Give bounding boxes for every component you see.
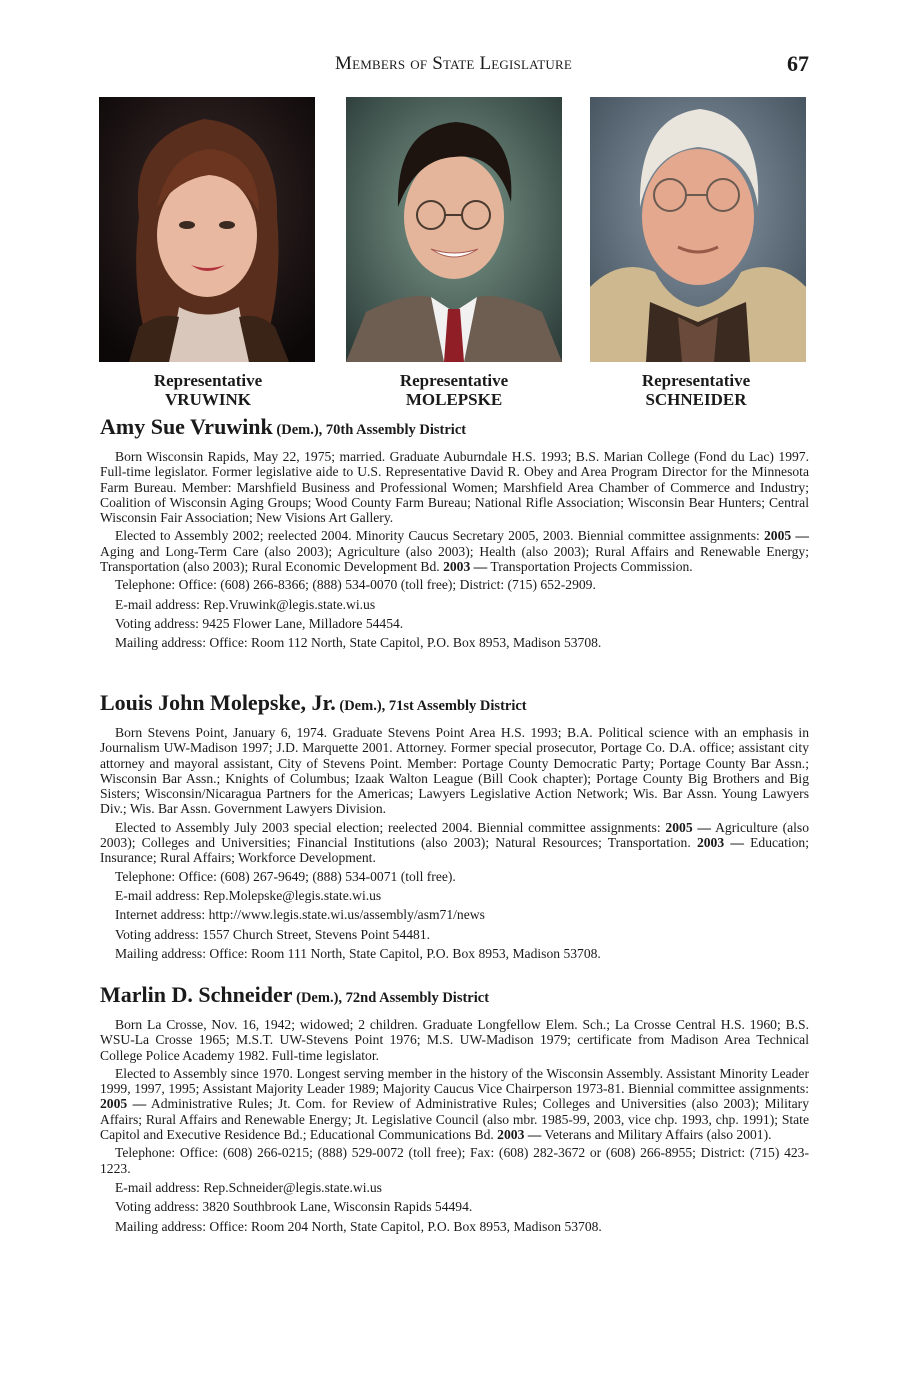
mailing-address-line: Mailing address: Office: Room 111 North, State Capitol, P.O. Box 8953, Madison 53708.	[115, 945, 601, 961]
caption-vruwink	[100, 371, 316, 409]
portrait-vruwink	[99, 97, 315, 362]
voting-address-line: Voting address: 9425 Flower Lane, Milladore 54454.	[115, 615, 404, 631]
born-paragraph: Born Stevens Point, January 6, 1974. Graduate Stevens Point Area H.S. 1993; B.A. Political science with an emphasis in Journalism UW-Madison 1997; J.D. Marquette 2001. Attorney. Former special prosecutor, Portage Co. D.A. office; assistant city attorney and mayoral assistant, City of Stevens Point. Member: Portage County Democratic Party; Portage County Bar Assn.; Wisconsin Bar Assn.; Knights of Columbus; Izaak Walton League (Bill Cook chapter); Portage County Big Brothers and Big Sisters; Wisconsin/Nicaragua Partners for the Americas; Lawyers Legislative Action Network; Wis. Bar Assn. Young Lawyers Div.; Wis. Bar Assn. Government Lawyers Division.	[100, 725, 809, 817]
member-district: (Dem.), 72nd Assembly District	[292, 990, 490, 1006]
born-paragraph: Born La Crosse, Nov. 16, 1942; widowed; 2 children. Graduate Longfellow Elem. Sch.; La Crosse Central H.S. 1960; B.S. WSU-La Crosse 1965; M.S.T. UW-Stevens Point 1976; M.S. UW-Madison 1979; certificate from Madison Area Technical College Police Academy 1982. Full-time legislator.	[100, 1017, 809, 1063]
running-header-title: Members of State Legislature	[335, 53, 572, 74]
member-name: Marlin D. Schneider	[100, 982, 293, 1007]
bio-vruwink	[100, 414, 809, 655]
bio-schneider	[100, 982, 809, 1238]
caption-title: Representative	[641, 371, 751, 390]
mailing-address-line: Mailing address: Office: Room 204 North, State Capitol, P.O. Box 8953, Madison 53708.	[115, 1218, 602, 1234]
member-name: Amy Sue Vruwink	[100, 414, 273, 439]
email-line: E-mail address: Rep.Vruwink@legis.state.wi.us	[115, 596, 376, 612]
mailing-address-line: Mailing address: Office: Room 112 North, State Capitol, P.O. Box 8953, Madison 53708.	[115, 635, 602, 651]
caption-surname: SCHNEIDER	[645, 390, 747, 409]
page-number: 67	[787, 51, 809, 76]
elected-paragraph: Elected to Assembly since 1970. Longest serving member in the history of the Wisconsin Assembly. Assistant Minority Leader 1999, 1997, 1995; Assistant Majority Leader 1989; Majority Caucus Vice Chairperson 1973-81. Biennial committee assignments: 2005 — Administrative Rules; Jt. Com. for Review of Administrative Rules; Colleges and Universities (also 2003); Military Affairs; Rural Affairs and Renewable Energy; Jt. Legislative Council (also mbr. 1985-99, 2003, vice chp. 1993, chp. 1991); State Capitol and Executive Residence Bd.; Educational Communications Bd. 2003 — Veterans and Military Affairs (also 2001).	[100, 1065, 809, 1143]
caption-title: Representative	[153, 371, 263, 390]
email-line: E-mail address: Rep.Schneider@legis.state.wi.us	[115, 1179, 382, 1195]
bio-heading	[100, 414, 809, 443]
caption-title: Representative	[399, 371, 509, 390]
caption-molepske	[346, 371, 562, 409]
caption-surname: MOLEPSKE	[405, 390, 503, 409]
voting-address-line: Voting address: 3820 Southbrook Lane, Wisconsin Rapids 54494.	[115, 1199, 473, 1215]
elected-paragraph: Elected to Assembly July 2003 special election; reelected 2004. Biennial committee assignments: 2005 — Agriculture (also 2003); Colleges and Universities; Financial Institutions (also 2003); Natural Resources; Transportation. 2003 — Education; Insurance; Rural Affairs; Workforce Development.	[100, 819, 809, 866]
telephone-line: Telephone: Office: (608) 267-9649; (888) 534-0071 (toll free).	[115, 868, 456, 884]
bio-heading	[100, 690, 809, 719]
elected-paragraph: Elected to Assembly 2002; reelected 2004. Minority Caucus Secretary 2005, 2003. Biennial committee assignments: 2005 — Aging and Long-Term Care (also 2003); Agriculture (also 2003); Health (also 2003); Rural Affairs and Renewable Energy; Transportation (also 2003); Rural Economic Development Bd. 2003 — Transportation Projects Commission.	[100, 528, 809, 575]
member-district: (Dem.), 70th Assembly District	[272, 422, 467, 438]
telephone-line: Telephone: Office: (608) 266-8366; (888) 534-0070 (toll free); District: (715) 652-2909.	[115, 577, 596, 593]
caption-surname: VRUWINK	[165, 390, 251, 409]
born-paragraph: Born Wisconsin Rapids, May 22, 1975; married. Graduate Auburndale H.S. 1993; B.S. Marian College (Fond du Lac) 1997. Full-time legislator. Former legislative aide to U.S. Representative David R. Obey and Area Program Director for the Minnesota Farm Bureau. Member: Marshfield Business and Professional Women; Marshfield Area Chamber of Commerce and Industry; Coalition of Wisconsin Aging Groups; Wood County Farm Bureau; National Rifle Association; Wisconsin Bear Hunters; Central Wisconsin Fair Association; New Visions Art Gallery.	[100, 449, 809, 526]
member-district: (Dem.), 71st Assembly District	[335, 698, 527, 714]
internet-address-line: Internet address: http://www.legis.state.wi.us/assembly/asm71/news	[115, 907, 485, 923]
telephone-line: Telephone: Office: (608) 266-0215; (888) 529-0072 (toll free); Fax: (608) 282-3672 or (608) 266-8955; District: (715) 423-1223.	[100, 1145, 809, 1176]
portrait-molepske	[346, 97, 562, 362]
voting-address-line: Voting address: 1557 Church Street, Stevens Point 54481.	[115, 926, 431, 942]
bio-molepske	[100, 690, 809, 965]
member-name: Louis John Molepske, Jr.	[100, 690, 336, 715]
bio-heading	[100, 982, 809, 1011]
caption-schneider	[588, 371, 804, 409]
portrait-schneider	[590, 97, 806, 362]
email-line: E-mail address: Rep.Molepske@legis.state.wi.us	[115, 887, 382, 903]
